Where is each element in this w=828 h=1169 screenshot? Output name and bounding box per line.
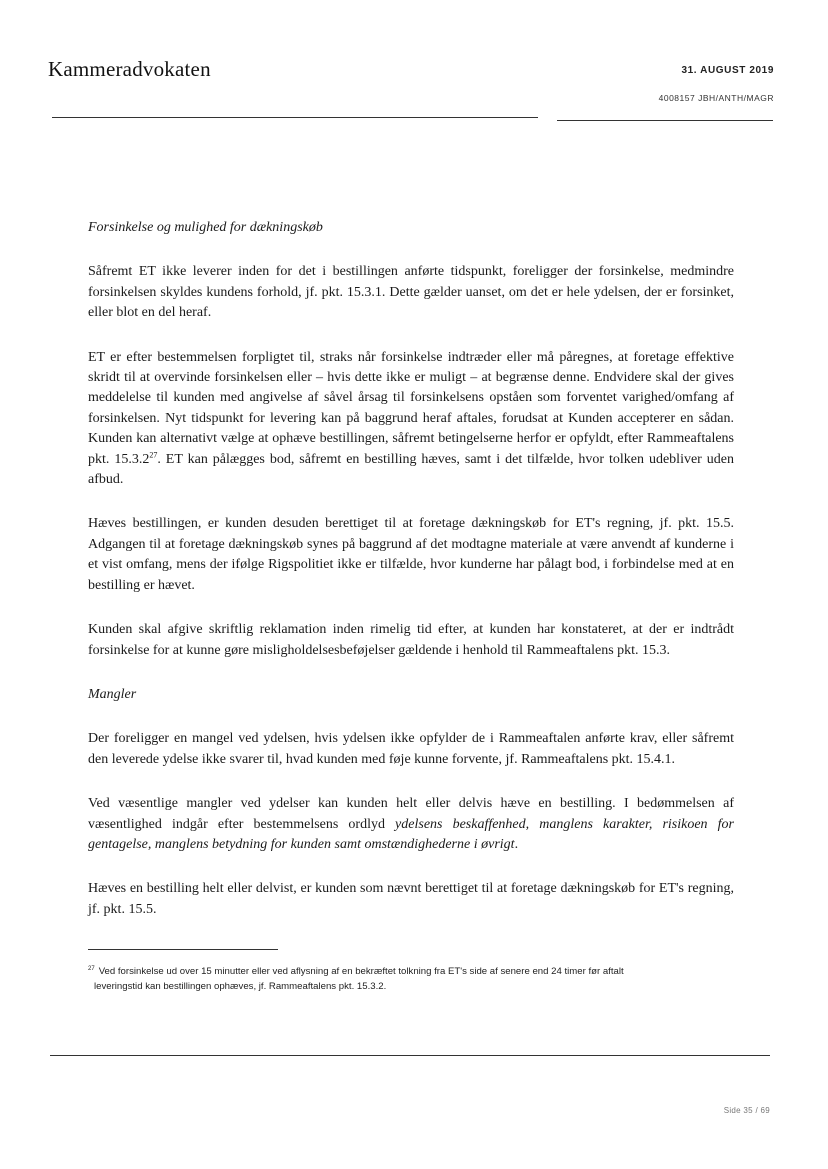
paragraph-defects-2-text-a: Ved væsentlige mangler ved ydelser kan kunden helt eller delvis hæve en bestilling. I bedømmelsen af væsentlighed indgår efter bestemmelsens ordlyd: [88, 796, 734, 832]
logo-kammeradvokaten: Kammeradvokaten: [48, 57, 211, 81]
paragraph-delay-1: Såfremt ET ikke leverer inden for det i bestillingen anførte tidspunkt, foreligger der forsinkelse, medmindre forsinkelsen skyldes kundens forhold, jf. pkt. 15.3.1. Dette gælder uanset, om det er hele ydelsen, der er forsinket, eller blot en del heraf.: [88, 264, 734, 321]
paragraph-defects-2-emphasis: ydelsens beskaffenhed, manglens karakter, risikoen for gentagelse, manglens betydning for kunden samt omstændighederne i øvrigt: [88, 816, 734, 852]
footnote-line-1: Ved forsinkelse ud over 15 minutter eller ved aflysning af en bekræftet tolkning fra ET's side af senere end 24 timer før aftalt: [98, 966, 624, 978]
paragraph-defects-3: Hæves en bestilling helt eller delvist, er kunden som nævnt berettiget til at foretage dækningskøb for ET's regning, jf. pkt. 15.5.: [88, 881, 734, 917]
footnote-rule: [88, 949, 278, 950]
paragraph-delay-4: Kunden skal afgive skriftlig reklamation inden rimelig tid efter, at kunden har konstateret, at der er indtrådt forsinkelse for at kunne gøre misligholdelsesbeføjelser gældende i henhold til Rammeaftalens pkt. 15.3.: [88, 622, 734, 658]
paragraph-delay-2-text-a: ET er efter bestemmelsen forpligtet til, straks når forsinkelse indtræder eller må påregnes, at foretage effektive skridt til at overvinde forsinkelsen eller – hvis dette ikke er muligt – at begrænse denne. Endvidere skal der gives meddelelse til kunden med angivelse af såvel årsag til forsinkelsens opståen som forventet varighed/omfang af forsinkelsen. Nyt tidspunkt for levering kan på baggrund heraf aftales, forudsat at Kunden accepterer en sådan. Kunden kan alternativt vælge at ophæve bestillingen, såfremt betingelserne herfor er opfyldt, efter Rammeaftalens pkt. 15.3.2: [88, 349, 734, 467]
section-heading-delay: Forsinkelse og mulighed for dækningskøb: [88, 220, 323, 235]
header-rule-left: [52, 117, 538, 118]
paragraph-delay-2-text-b: . ET kan pålægges bod, såfremt en bestilling hæves, samt i det tilfælde, hvor tolken udebliver uden afbud.: [88, 451, 734, 488]
footnote-27: [88, 962, 736, 994]
header-rule-right: [557, 120, 773, 121]
footnote-line-2: leveringstid kan bestillingen ophæves, jf. Rammeaftalens pkt. 15.3.2.: [94, 981, 387, 993]
document-reference: 4008157 JBH/ANTH/MAGR: [658, 93, 774, 103]
footer-rule: [50, 1055, 770, 1056]
paragraph-defects-1: Der foreligger en mangel ved ydelsen, hvis ydelsen ikke opfylder de i Rammeaftalen anførte krav, eller såfremt den leverede ydelse ikke svarer til, hvad kunden med føje kunne forvente, jf. Rammeaftalens pkt. 15.4.1.: [88, 731, 734, 767]
paragraph-delay-3: Hæves bestillingen, er kunden desuden berettiget til at foretage dækningskøb for ET's regning, jf. pkt. 15.5. Adgangen til at foretage dækningskøb synes på baggrund af det modtagne materiale at være anvendt af kunderne i et vist omfang, mens der ifølge Rigspolitiet ikke er tilfælde, hvor kunderne har pålagt bod, i forbindelse med at en bestilling er hævet.: [88, 516, 734, 593]
footnote-ref-27[interactable]: 27: [149, 450, 158, 459]
section-heading-defects: Mangler: [88, 686, 137, 702]
footnote-number: 27: [88, 966, 95, 972]
paragraph-delay-2: [88, 348, 734, 491]
page-number: Side 35 / 69: [723, 1106, 770, 1115]
document-date: 31. AUGUST 2019: [681, 65, 774, 76]
paragraph-defects-2: [88, 794, 734, 855]
paragraph-defects-2-text-b: .: [514, 836, 519, 852]
document-body: [88, 218, 734, 944]
